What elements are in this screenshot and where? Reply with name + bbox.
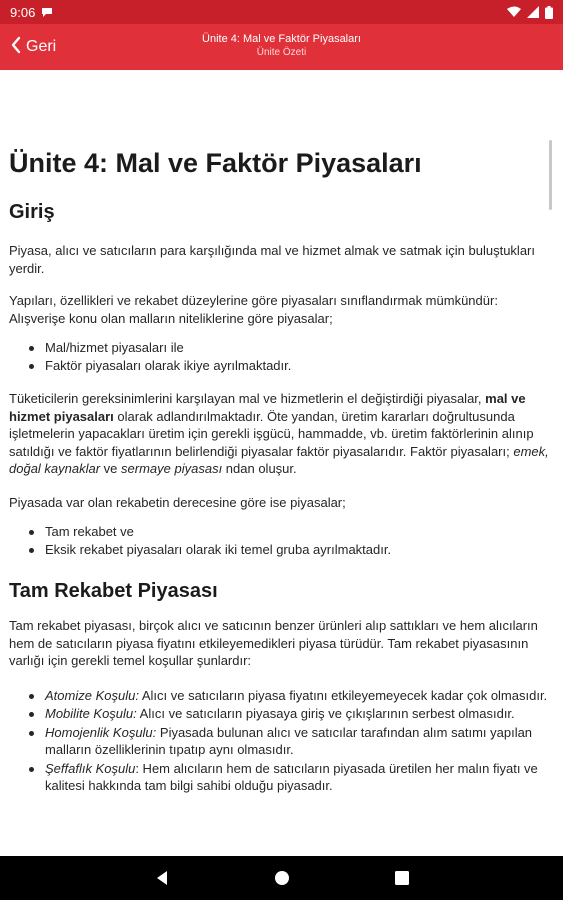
app-title: Ünite 4: Mal ve Faktör Piyasaları [202,33,361,45]
back-button[interactable] [10,24,56,70]
paragraph-1: Piyasa, alıcı ve satıcıların para karşılığında mal ve hizmet almak ve satmak için buluştukları yerdir. [9,243,535,276]
app-subtitle: Ünite Özeti [256,47,307,58]
paragraph-3 [9,390,553,478]
condition-term: Homojenlik Koşulu: [45,724,157,740]
list-item [27,760,553,795]
nav-back-icon[interactable] [152,868,172,888]
status-left [10,5,53,20]
condition-term: Şeffaflık Koşulu [45,760,136,776]
app-bar [0,24,563,70]
paragraph-5: Tam rekabet piyasası, birçok alıcı ve satıcının benzer ürünleri alıp sattıkları ve hem alıcıların hem de satıcıların piyasa fiyatını etkileyemedikleri piyasa türüdür. Tam rekabet piyasasının varlığı için gerekli temel koşullar şunlardır: [9,618,538,668]
p3-italic-2: sermaye piyasası [121,461,223,476]
chat-bubble-icon [41,6,53,18]
back-label: Geri [26,38,57,55]
battery-icon [545,6,553,19]
content-area[interactable] [0,70,563,856]
list-item [27,724,553,759]
condition-text: : Hem alıcıların hem de satıcıların piyasada üretilen her malın fiyatı ve kalitesi hakkında tam bilgi sahibi olduğu piyasadır. [45,760,538,793]
status-bar [0,0,563,24]
wifi-icon [507,6,521,18]
condition-text: Piyasada bulunan alıcı ve satıcılar tarafından alım satımı yapılan malların özelliklerinin tıpatıp aynı olmasıdır. [45,724,533,757]
list-market-types [9,339,553,374]
paragraph-2: Yapıları, özellikleri ve rekabet düzeylerine göre piyasaları sınıflandırmak mümkündür: Alışverişe konu olan malların niteliklerine göre piyasalar; [9,293,498,326]
list-item [27,687,553,705]
list-item: Eksik rekabet piyasaları olarak iki temel gruba ayrılmaktadır. [27,541,553,559]
list-conditions [9,687,553,795]
page-title: Ünite 4: Mal ve Faktör Piyasaları [9,148,422,178]
system-nav-bar [0,856,563,900]
p3-text-a: Tüketicilerin gereksinimlerini karşılayan mal ve hizmetlerin el değiştirdiği piyasalar, [9,391,486,406]
p3-text-e: ve [100,461,122,476]
chevron-left-icon [10,36,22,59]
p3-italic-1: emek, doğal kaynaklar [9,443,549,476]
scrollbar[interactable] [549,140,552,210]
signal-icon [527,6,539,18]
app-title-block [150,32,413,59]
status-time: 9:06 [10,4,36,20]
status-right [507,6,553,19]
list-item: Faktör piyasaları olarak ikiye ayrılmaktadır. [27,357,553,375]
condition-text: Alıcı ve satıcıların piyasa fiyatını etkileyemeyecek kadar çok olmasıdır. [138,687,548,703]
list-item: Mal/hizmet piyasaları ile [27,339,553,357]
nav-recents-icon[interactable] [392,868,412,888]
section-heading-perfect-competition: Tam Rekabet Piyasası [9,580,218,602]
condition-term: Atomize Koşulu: [45,687,139,703]
p3-text-g: ndan oluşur. [222,461,297,476]
list-item [27,705,553,723]
list-item: Tam rekabet ve [27,523,553,541]
condition-term: Mobilite Koşulu: [45,706,137,721]
condition-text: Alıcı ve satıcıların piyasaya giriş ve çıkışlarının serbest olmasıdır. [136,706,515,721]
p3-bold: mal ve hizmet piyasaları [9,391,526,424]
paragraph-4: Piyasada var olan rekabetin derecesine göre ise piyasalar; [9,494,346,510]
list-competition-types [9,523,553,558]
p3-text-c: olarak adlandırılmaktadır. Öte yandan, üretim kararları doğrultusunda işletmelerin yapacakları üretim için gerekli işgücü, hammadde, vb. üretim faktörlerinin alınıp satıldığı ve faktör fiyatlarının belirlendiği piyasalar faktör piyasalarıdır. Faktör piyasaları; [9,408,534,459]
nav-home-icon[interactable] [272,868,292,888]
section-heading-intro: Giriş [9,201,55,223]
